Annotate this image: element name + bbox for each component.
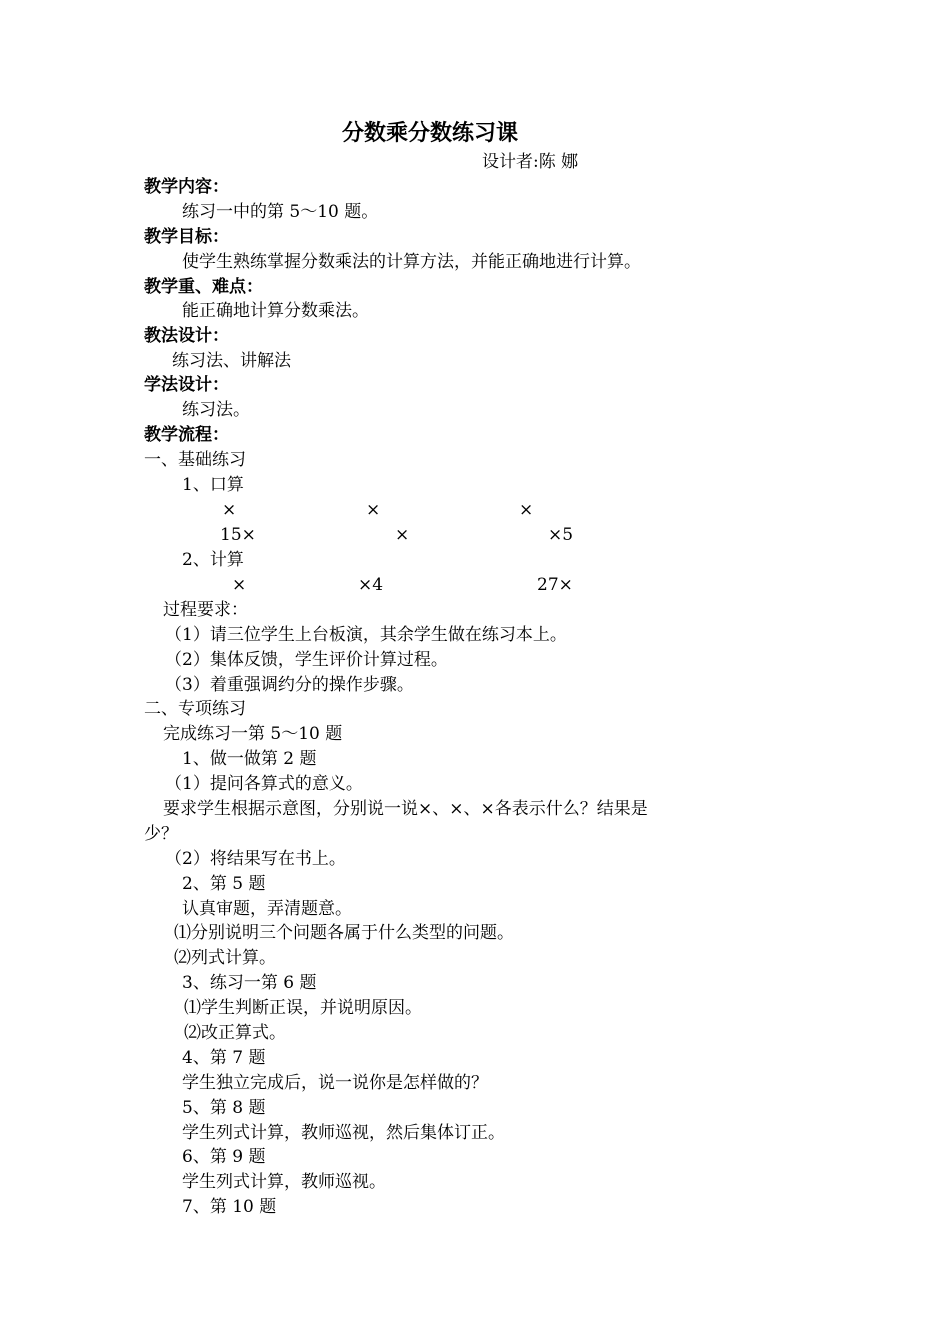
item-6-a: 学生列式计算，教师巡视。 — [182, 1172, 386, 1192]
item-6-label: 6、第 9 题 — [182, 1147, 266, 1167]
document-title: 分数乘分数练习课 — [341, 120, 518, 146]
oral-item-3: × — [519, 500, 534, 520]
goal-text: 使学生熟练掌握分数乘法的计算方法，并能正确地进行计算。 — [182, 252, 641, 272]
method-text: 练习法、讲解法 — [172, 351, 291, 371]
calc-item-2: ×4 — [358, 575, 384, 595]
item-2-b: ⑴分别说明三个问题各属于什么类型的问题。 — [174, 923, 514, 943]
heading-goal: 教学目标： — [144, 227, 229, 247]
requirement-3: （3）着重强调约分的操作步骤。 — [165, 675, 414, 695]
item-1-c: （2）将结果写在书上。 — [165, 849, 346, 869]
item-1-b-cont: 少？ — [144, 824, 178, 844]
item-3-label: 3、练习一第 6 题 — [182, 973, 317, 993]
heading-key: 教学重、难点： — [144, 277, 263, 297]
oral-item-4: 15× — [220, 525, 256, 545]
heading-content: 教学内容： — [144, 177, 229, 197]
requirement-1: （1）请三位学生上台板演，其余学生做在练习本上。 — [165, 625, 567, 645]
calc-item-1: × — [232, 575, 247, 595]
key-text: 能正确地计算分数乘法。 — [182, 301, 369, 321]
item-4-a: 学生独立完成后，说一说你是怎样做的？ — [182, 1073, 488, 1093]
oral-item-2: × — [366, 500, 381, 520]
item-7-label: 7、第 10 题 — [182, 1197, 277, 1217]
section-basic: 一、基础练习 — [144, 450, 246, 470]
item-1-a: （1）提问各算式的意义。 — [165, 774, 363, 794]
item-5-a: 学生列式计算，教师巡视，然后集体订正。 — [182, 1123, 505, 1143]
calc-item-3: 27× — [537, 575, 573, 595]
learn-text: 练习法。 — [182, 400, 250, 420]
item-3-b: ⑵改正算式。 — [184, 1023, 286, 1043]
oral-calc-label: 1、口算 — [182, 475, 244, 495]
item-5-label: 5、第 8 题 — [182, 1098, 266, 1118]
item-2-c: ⑵列式计算。 — [174, 948, 276, 968]
item-2-label: 2、第 5 题 — [182, 874, 266, 894]
section-special: 二、专项练习 — [144, 699, 246, 719]
heading-flow: 教学流程： — [144, 425, 229, 445]
heading-method: 教法设计： — [144, 326, 229, 346]
calc-label: 2、计算 — [182, 550, 244, 570]
item-1-label: 1、做一做第 2 题 — [182, 749, 317, 769]
special-intro: 完成练习一第 5～10 题 — [163, 724, 343, 744]
requirement-2: （2）集体反馈，学生评价计算过程。 — [165, 650, 448, 670]
item-1-b: 要求学生根据示意图，分别说一说×、×、×各表示什么？结果是 — [163, 799, 648, 819]
item-3-a: ⑴学生判断正误，并说明原因。 — [184, 998, 422, 1018]
oral-item-5: × — [395, 525, 410, 545]
oral-item-1: × — [222, 500, 237, 520]
item-4-label: 4、第 7 题 — [182, 1048, 266, 1068]
designer: 设计者:陈 娜 — [482, 152, 579, 172]
heading-learn: 学法设计： — [144, 375, 229, 395]
requirements-heading: 过程要求： — [163, 600, 248, 620]
item-2-a: 认真审题，弄清题意。 — [182, 899, 352, 919]
content-text: 练习一中的第 5～10 题。 — [182, 202, 379, 222]
oral-item-6: ×5 — [548, 525, 574, 545]
